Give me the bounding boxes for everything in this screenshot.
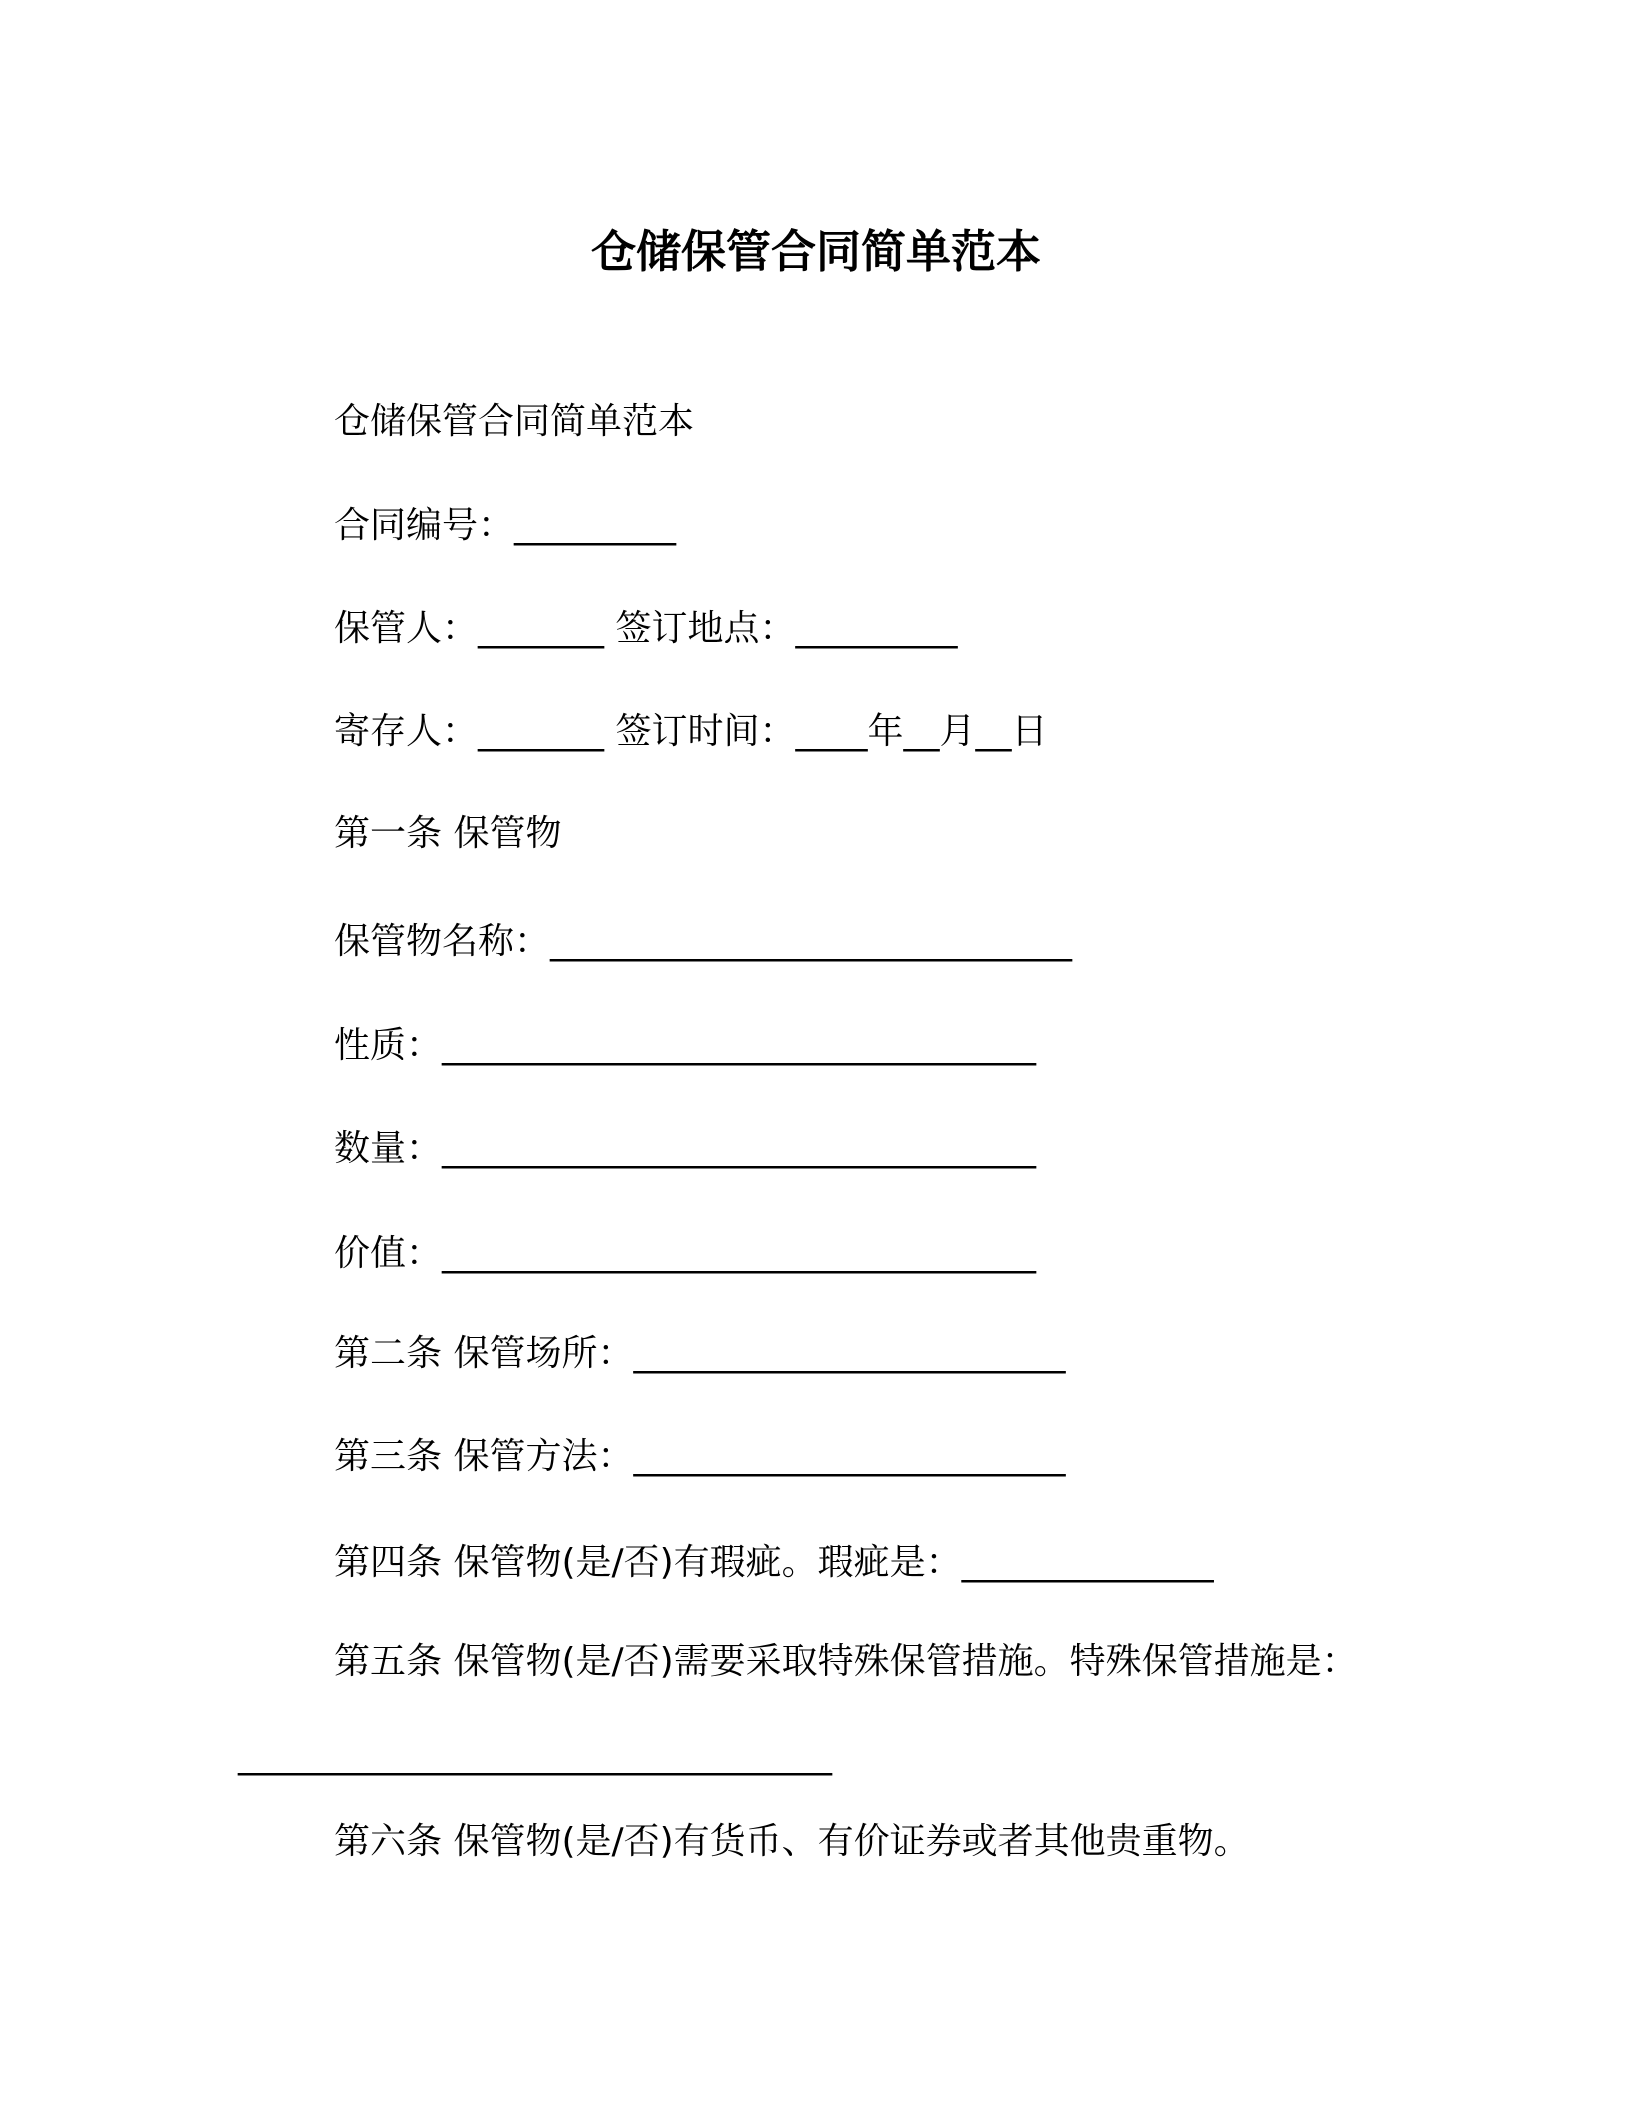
item-nature-line: 性质：_________________________________ [334, 1025, 1037, 1066]
article-5-line: 第五条 保管物(是/否)需要采取特殊保管措施。特殊保管措施是： [334, 1641, 1358, 1682]
article-1-heading: 第一条 保管物 [334, 813, 562, 854]
contract-number-line: 合同编号：_________ [334, 505, 677, 546]
article-5-blank-line: _________________________________ [238, 1735, 832, 1776]
doc-subtitle-line: 仓储保管合同简单范本 [334, 401, 695, 442]
article-6-line: 第六条 保管物(是/否)有货币、有价证券或者其他贵重物。 [334, 1821, 1250, 1862]
article-2-line: 第二条 保管场所：________________________ [334, 1333, 1066, 1374]
article-3-line: 第三条 保管方法：________________________ [334, 1436, 1066, 1477]
document-title: 仓储保管合同简单范本 [590, 225, 1041, 278]
item-name-line: 保管物名称：_____________________________ [334, 921, 1073, 962]
item-value-line: 价值：_________________________________ [334, 1233, 1037, 1274]
custodian-line: 保管人：_______ 签订地点：_________ [334, 608, 958, 649]
depositor-line: 寄存人：_______ 签订时间：____年__月__日 [334, 711, 1048, 752]
item-quantity-line: 数量：_________________________________ [334, 1128, 1037, 1169]
article-4-line: 第四条 保管物(是/否)有瑕疵。瑕疵是：______________ [334, 1542, 1214, 1583]
